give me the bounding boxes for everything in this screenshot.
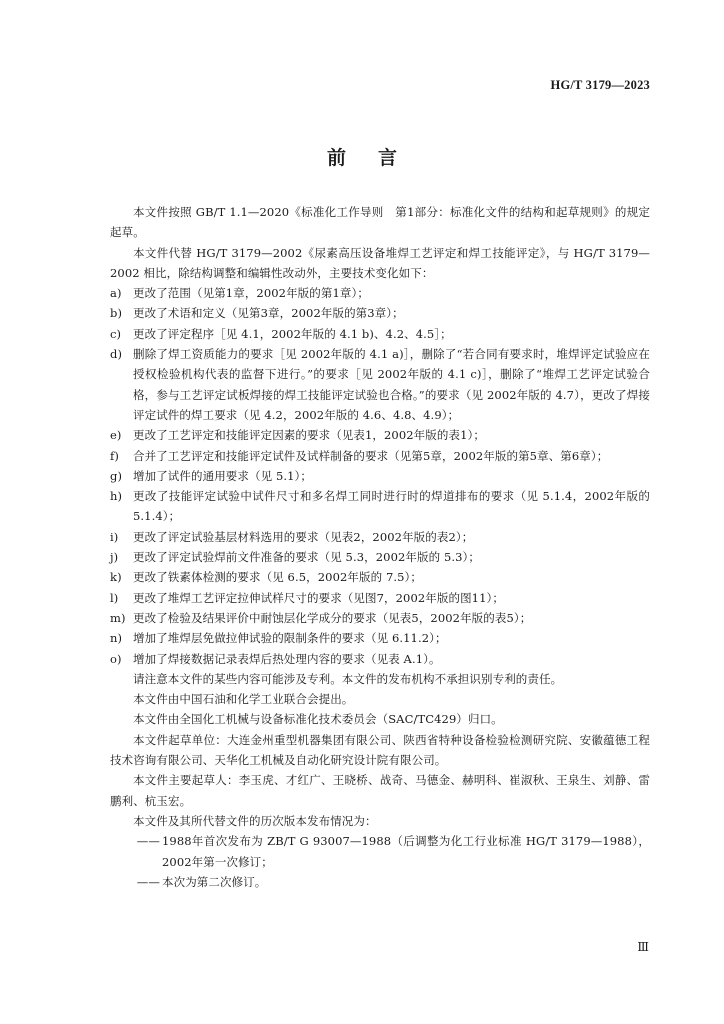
list-marker: a) [110,286,122,301]
list-marker: m) [110,610,126,625]
list-marker: d) [110,347,123,362]
list-marker: b) [110,306,123,321]
list-item [110,446,650,466]
list-item-text: 更改了铁素体检测的要求（见 6.5，2002年版的 7.5）； [133,570,423,585]
patent-notice: 请注意本文件的某些内容可能涉及专利。本文件的发布机构不承担识别专利的责任。 [133,671,563,686]
list-item-text: 更改了术语和定义（见第3章，2002年版的第3章）； [133,306,404,321]
paragraph: 本文件代替 HG/T 3179—2002《尿素高压设备堆焊工艺评定和焊工技能评定》，与 HG/T 3179—2002 相比，除结构调整和编辑性改动外，主要技术变化如下： [110,245,650,280]
history-intro: 本文件及其所代替文件的历次版本发布情况为： [133,813,377,828]
list-item [110,283,650,303]
list-item-text: 更改了评定试验基层材料选用的要求（见表2，2002年版的表2）； [133,529,474,544]
list-item-text: 更改了工艺评定和技能评定因素的要求（见表1，2002年版的表1）； [133,428,485,443]
list-item [110,527,650,547]
list-item-text: 更改了评定试验焊前文件准备的要求（见 5.3，2002年版的 5.3）； [133,550,481,565]
list-item-text: 增加了焊接数据记录表焊后热处理内容的要求（见表 A.1）。 [133,651,441,666]
list-item [110,547,650,567]
list-item [110,649,650,669]
history-list [110,831,650,892]
list-item-text: 合并了工艺评定和技能评定试件及试样制备的要求（见第5章，2002年版的第5章、第6章）； [133,448,609,463]
list-marker: i) [110,529,119,544]
foreword-content [110,202,650,892]
standard-code: HG/T 3179—2023 [550,78,650,92]
list-marker: n) [110,631,123,646]
history-text: 本次为第二次修订。 [162,874,267,889]
list-item-text: 增加了试件的通用要求（见 5.1）； [133,468,312,483]
list-item-text: 更改了技能评定试验中试件尺寸和多名焊工同时进行时的焊道排布的要求（见 5.1.4，2002年版的 5.1.4）； [133,489,650,524]
list-marker: o) [110,651,122,666]
list-item [110,324,650,344]
list-item-text: 更改了范围（见第1章，2002年版的第1章）； [133,286,369,301]
list-item-text: 更改了堆焊工艺评定拉伸试样尺寸的要求（见图7，2002年版的图11）； [133,590,504,605]
list-marker: h) [110,489,123,504]
list-item-text: 删除了焊工资质能力的要求［见 2002年版的 4.1 a)］，删除了“若合同有要求时，堆焊评定试验应在授权检验机构代表的监督下进行。”的要求［见 2002年版的 4.1 c)］，删除了“堆焊工艺评定试验合格，参与工艺评定试板焊接的焊工技能评定试验也合格。”的要求（见 2002年版的 4.7），更改了焊接评定试件的焊工要求（见 4.2，2002年版的 4.6、4.8、4.9）； [133,347,650,422]
committee-statement: 本文件由全国化工机械与设备标准化技术委员会（SAC/TC429）归口。 [133,712,503,727]
history-text: 1988年首次发布为 ZB/T G 93007—1988（后调整为化工行业标准 HG/T 3179—1988），2002年第一次修订； [162,834,650,869]
list-item-text: 更改了评定程序［见 4.1，2002年版的 4.1 b)、4.2、4.5］； [133,326,452,341]
list-marker: k) [110,570,122,585]
em-dash-marker: —— [136,834,160,849]
list-item [110,466,650,486]
list-item-text: 更改了检验及结果评价中耐蚀层化学成分的要求（见表5，2002年版的表5）； [133,610,532,625]
paragraph: 本文件按照 GB/T 1.1—2020《标准化工作导则 第1部分：标准化文件的结构和起草规则》的规定起草。 [110,205,650,240]
list-marker: f) [110,448,119,463]
history-item [110,831,650,872]
list-item [110,628,650,648]
list-item [110,344,650,425]
list-item [110,588,650,608]
list-item [110,303,650,323]
drafters: 本文件主要起草人：李玉虎、才红广、王晓桥、战奇、马德金、赫明科、崔淑秋、王泉生、刘静、雷鹏利、杭玉宏。 [110,773,650,808]
list-marker: g) [110,468,123,483]
list-marker: l) [110,590,119,605]
list-item [110,425,650,445]
list-item-text: 增加了堆焊层免做拉伸试验的限制条件的要求（见 6.11.2）； [133,631,447,646]
em-dash-marker: —— [136,874,160,889]
page-title: 前言 [326,147,429,169]
list-item [110,486,650,527]
drafting-units: 本文件起草单位：大连金州重型机器集团有限公司、陕西省特种设备检验检测研究院、安徽蕴德工程技术咨询有限公司、天华化工机械及自动化研究设计院有限公司。 [110,732,650,768]
list-marker: e) [110,428,122,443]
changes-list [110,283,650,669]
list-item [110,567,650,587]
list-marker: j) [110,550,119,565]
page-number: Ⅲ [637,940,649,954]
history-item [110,872,650,892]
list-item [110,608,650,628]
proposer-statement: 本文件由中国石油和化学工业联合会提出。 [133,692,354,707]
list-marker: c) [110,326,122,341]
